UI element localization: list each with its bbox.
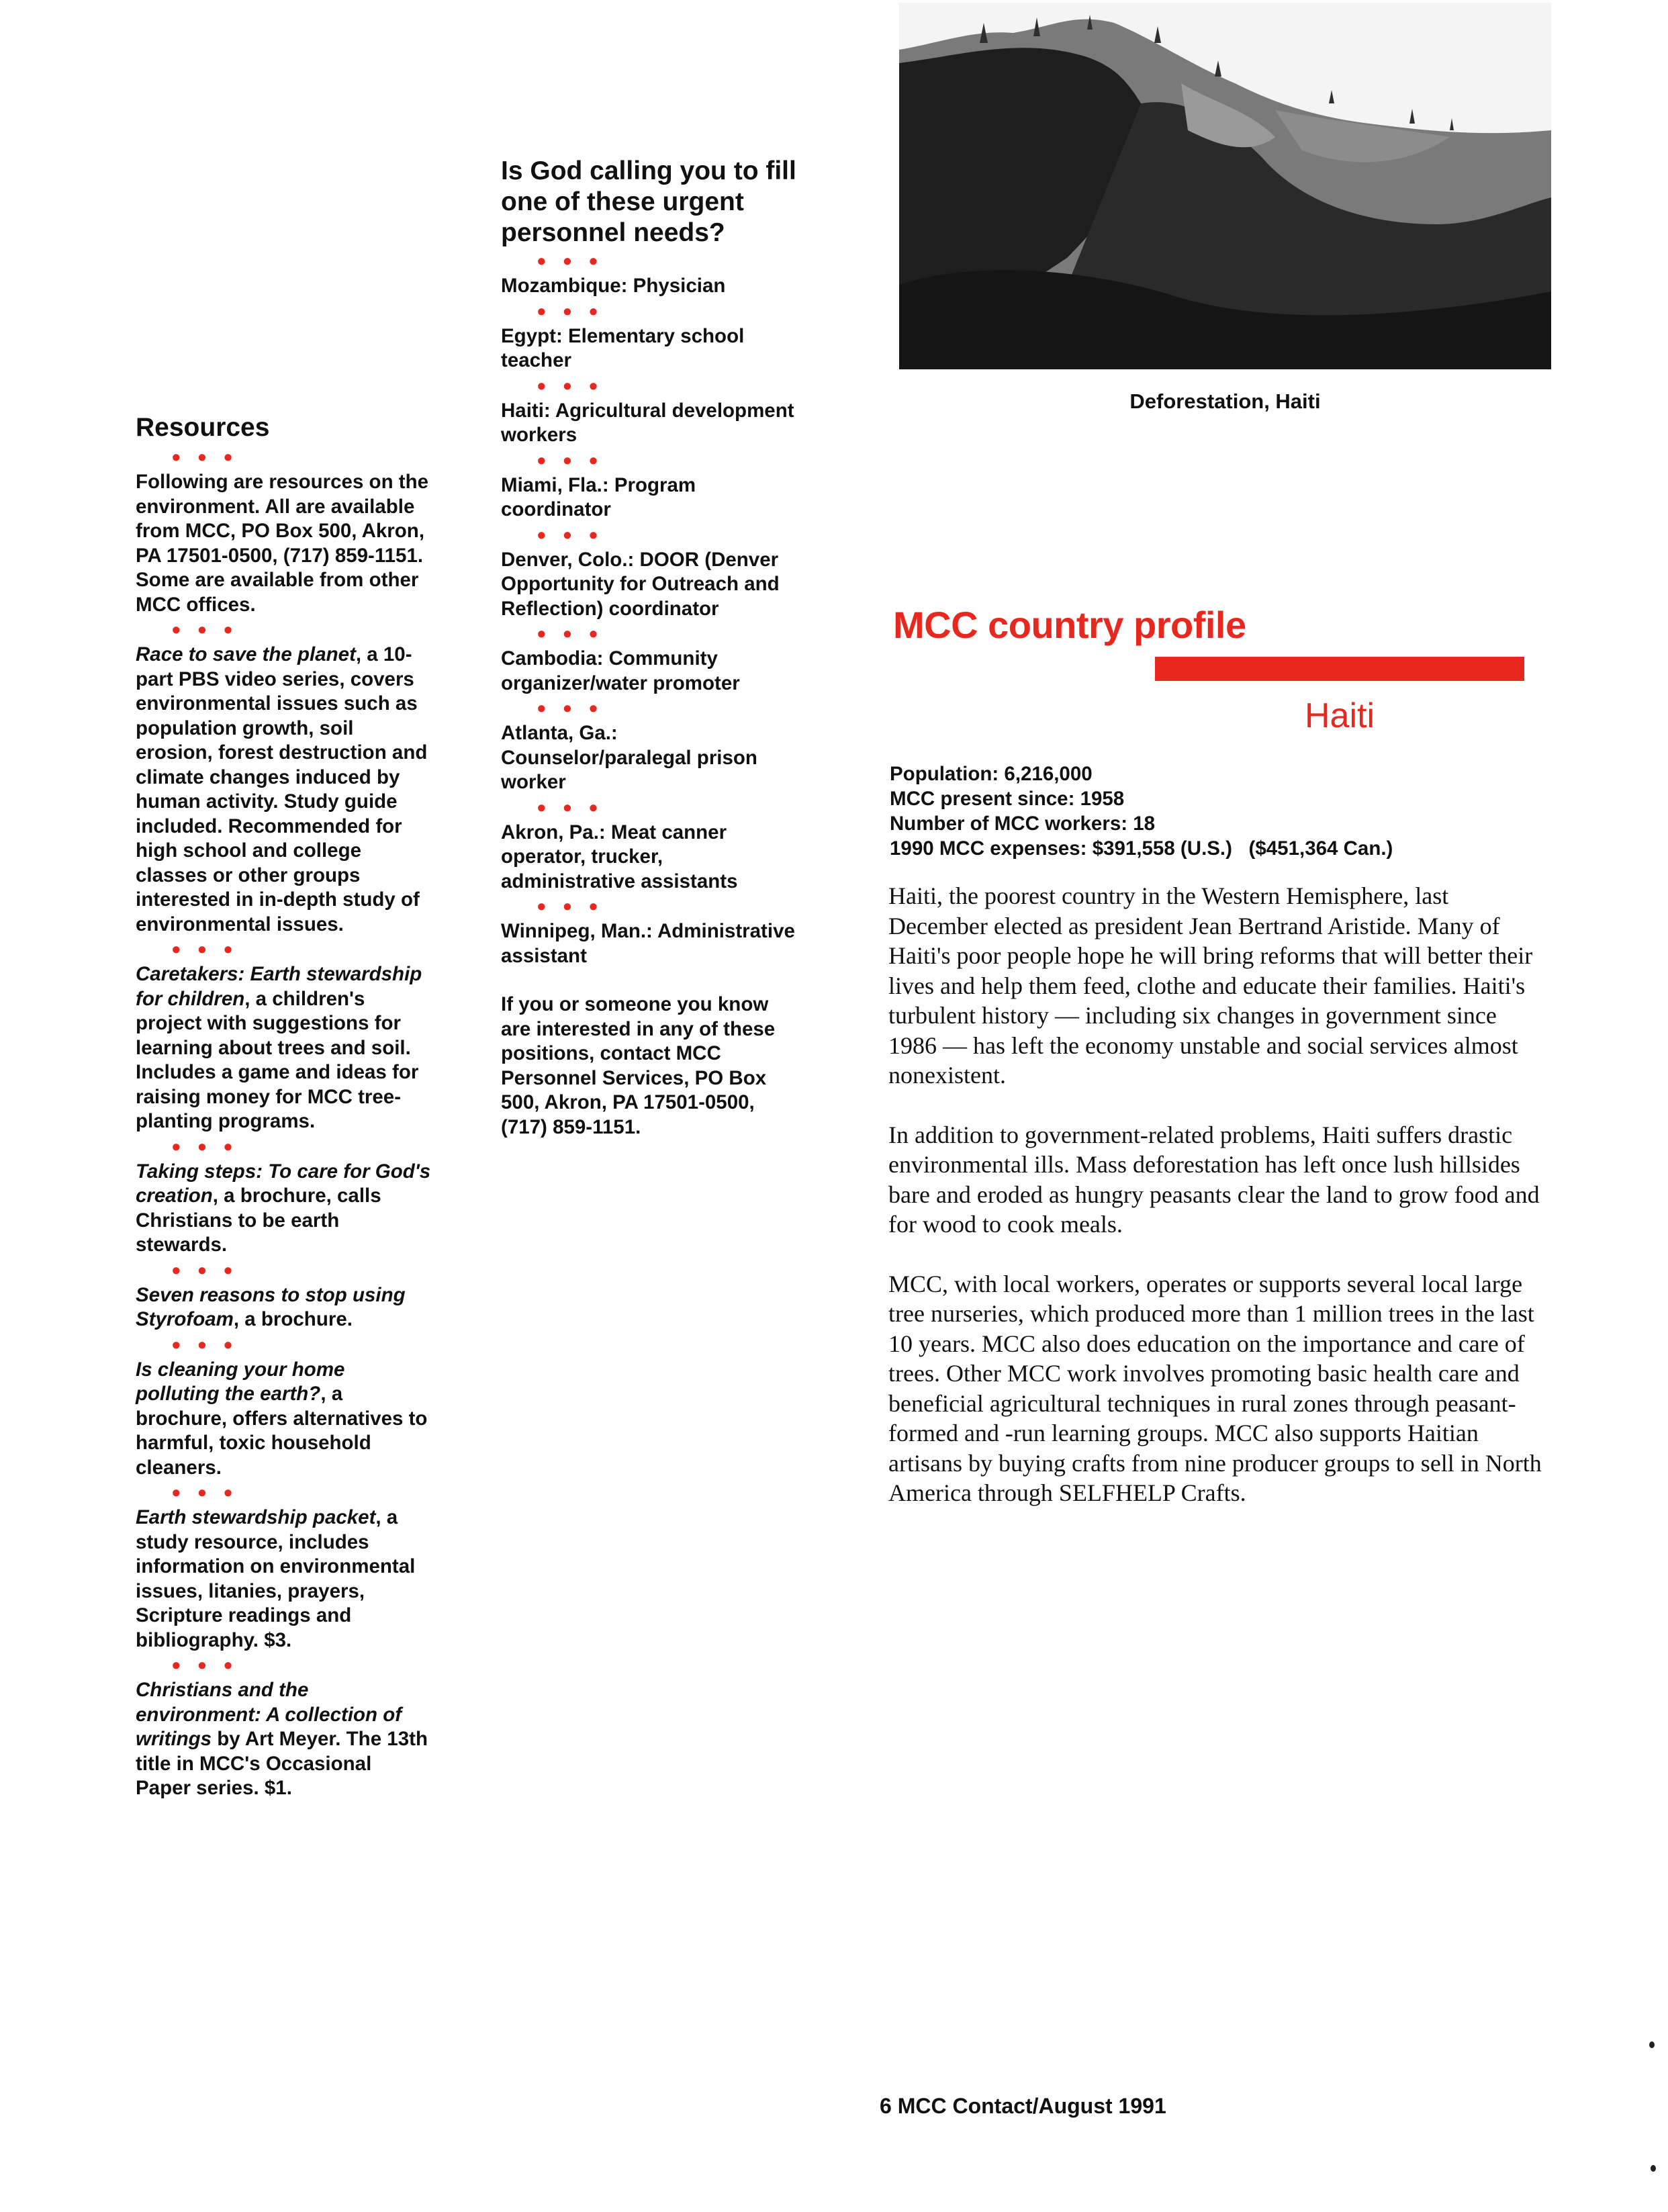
resource-title: Race to save the planet xyxy=(136,643,356,665)
profile-body xyxy=(888,881,1546,1538)
resources-intro: Following are resources on the environment. All are available from MCC, PO Box 500, Akron, PA 17501-0500, (717) 859-1151. Some are available from other MCC offices. xyxy=(136,471,429,616)
resource-item xyxy=(136,1506,431,1653)
deforestation-photo xyxy=(899,3,1551,369)
separator-dots: • • • xyxy=(172,443,238,471)
resource-title: Caretakers: Earth stewardship for children xyxy=(136,963,422,1010)
country-name: Haiti xyxy=(1304,696,1375,735)
separator-dots: • • • xyxy=(537,892,603,920)
resources-title: Resources xyxy=(136,413,270,442)
scan-mark xyxy=(1651,2165,1656,2172)
separator-dots: • • • xyxy=(537,247,603,275)
separator-dots: • • • xyxy=(172,1330,238,1358)
resource-item xyxy=(136,962,431,1134)
resource-item xyxy=(136,1160,431,1258)
resource-title: Christians and the environment: A collection of writings xyxy=(136,1679,402,1750)
separator-dots: • • • xyxy=(537,297,603,325)
resource-title: Earth stewardship packet xyxy=(136,1506,376,1528)
country-profile-heading: MCC country profile xyxy=(893,604,1246,646)
resource-description: , a brochure, calls Christians to be earth stewards. xyxy=(136,1185,381,1256)
resource-description: , a brochure, offers alternatives to harmful, toxic household cleaners. xyxy=(136,1383,428,1479)
scan-mark xyxy=(1649,2041,1655,2048)
resource-description: , a study resource, includes information on environmental issues, litanies, prayers, Scripture readings and bibliography. $3. xyxy=(136,1506,416,1651)
separator-dots: • • • xyxy=(537,694,603,722)
hillside-image xyxy=(899,3,1551,369)
resource-title: Is cleaning your home polluting the earth? xyxy=(136,1358,345,1405)
position-item: Denver, Colo.: DOOR (Denver Opportunity for Outreach and Reflection) coordinator xyxy=(501,548,780,620)
separator-dots: • • • xyxy=(172,935,238,963)
separator-dots: • • • xyxy=(537,620,603,647)
profile-paragraph: Haiti, the poorest country in the Western Hemisphere, last December elected as president Jean Bertrand Aristide. Many of Haiti's poor people hope he will bring reforms that will better their lives and help them feed, clothe and educate their families. Haiti's turbulent history — including six changes in government since 1986 — has left the economy unstable and social services almost nonexistent. xyxy=(888,882,1533,1089)
personnel-title: Is God calling you to fill one of these urgent personnel needs? xyxy=(501,156,796,247)
position-item: Mozambique: Physician xyxy=(501,275,726,297)
photo-caption: Deforestation, Haiti xyxy=(1129,389,1321,413)
resources-column xyxy=(136,411,431,1801)
resource-title: Seven reasons to stop using Styrofoam xyxy=(136,1283,406,1330)
resource-description: , a 10-part PBS video series, covers environmental issues such as population growth, soil erosion, forest destruction and climate changes induced by human activity. Study guide included. Recommended for high school and college classes or other groups interested in in-depth study of environmental issues. xyxy=(136,643,428,935)
resource-item xyxy=(136,1678,431,1801)
personnel-column xyxy=(501,156,796,1140)
position-item: Cambodia: Community organizer/water promoter xyxy=(501,647,740,694)
fact-workers: Number of MCC workers: 18 xyxy=(890,813,1156,835)
position-item: Egypt: Elementary school teacher xyxy=(501,324,745,371)
resource-description: , a brochure. xyxy=(233,1308,353,1330)
position-item: Atlanta, Ga.: Counselor/paralegal prison worker xyxy=(501,722,757,793)
separator-dots: • • • xyxy=(537,446,603,474)
separator-dots: • • • xyxy=(172,616,238,643)
separator-dots: • • • xyxy=(172,1651,238,1679)
fact-present-since: MCC present since: 1958 xyxy=(890,788,1125,810)
profile-paragraph: In addition to government-related problems, Haiti suffers drastic environmental ills. Mass deforestation has left once lush hillsides bare and eroded as hungry peasants clear the land to grow food and for wood to cook meals. xyxy=(888,1121,1540,1238)
position-item: Miami, Fla.: Program coordinator xyxy=(501,473,696,520)
page-footer: 6 MCC Contact/August 1991 xyxy=(880,2094,1166,2118)
position-item: Winnipeg, Man.: Administrative assistant xyxy=(501,920,795,967)
resource-description: , a children's project with suggestions for learning about trees and soil. Includes a game and ideas for raising money for MCC tree-planting programs. xyxy=(136,987,419,1132)
accent-bar xyxy=(1155,657,1524,681)
resource-item xyxy=(136,643,431,937)
position-item: Haiti: Agricultural development workers xyxy=(501,399,794,446)
resource-item xyxy=(136,1283,431,1332)
separator-dots: • • • xyxy=(537,520,603,549)
separator-dots: • • • xyxy=(537,793,603,821)
profile-paragraph: MCC, with local workers, operates or supports several local large tree nurseries, which produced more than 1 million trees in the last 10 years. MCC also does education on the importance and care of trees. Other MCC work involves promoting basic health care and beneficial agricultural techniques in rural zones through peasant-formed and -run learning groups. MCC also supports Haitian artisans by buying crafts from nine producer groups to sell in North America through SELFHELP Crafts. xyxy=(888,1270,1542,1506)
resource-description: by Art Meyer. The 13th title in MCC's Occasional Paper series. $1. xyxy=(136,1728,428,1799)
resource-title: Taking steps: To care for God's creation xyxy=(136,1160,431,1207)
fact-expenses: 1990 MCC expenses: $391,558 (U.S.) ($451,364 Can.) xyxy=(890,837,1393,860)
fact-population: Population: 6,216,000 xyxy=(890,763,1093,785)
position-item: Akron, Pa.: Meat canner operator, trucker, administrative assistants xyxy=(501,821,738,892)
country-facts xyxy=(890,762,1548,861)
personnel-contact: If you or someone you know are interested in any of these positions, contact MCC Personnel Services, PO Box 500, Akron, PA 17501-0500, (717) 859-1151. xyxy=(501,993,776,1138)
separator-dots: • • • xyxy=(537,371,603,400)
separator-dots: • • • xyxy=(172,1479,238,1506)
resource-item xyxy=(136,1358,431,1481)
separator-dots: • • • xyxy=(172,1256,238,1284)
separator-dots: • • • xyxy=(172,1132,238,1160)
